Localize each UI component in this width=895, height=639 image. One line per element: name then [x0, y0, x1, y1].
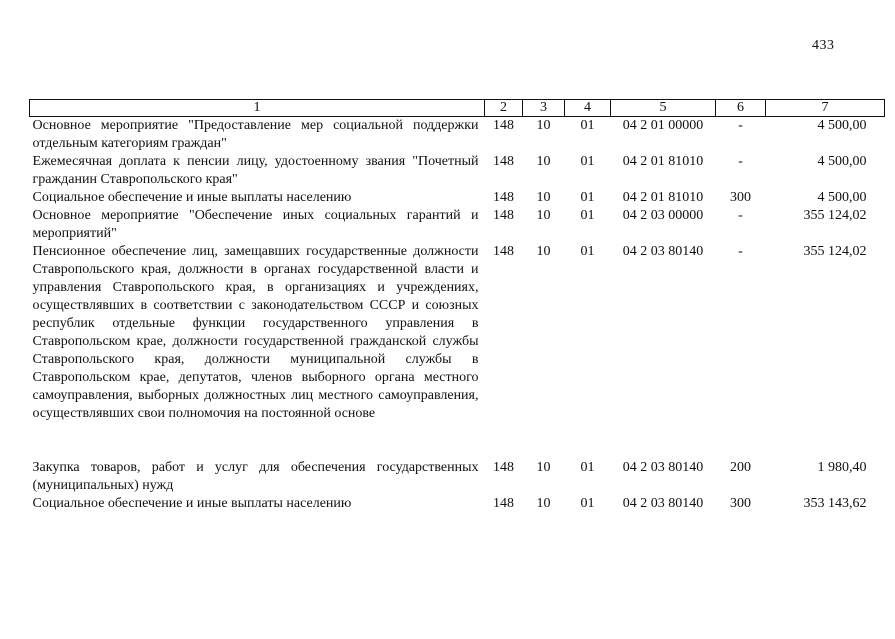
header-col-6: 6: [716, 100, 766, 117]
row-amount: 355 124,02: [803, 244, 867, 259]
row-ministry-code: 148: [493, 244, 514, 259]
row-section-code: 10: [536, 208, 551, 223]
row-amount: 4 500,00: [817, 118, 867, 133]
row-ministry-code: 148: [493, 496, 514, 511]
row-amount: 355 124,02: [803, 208, 867, 223]
header-col-3: 3: [523, 100, 565, 117]
row-target-code: 04 2 03 00000: [622, 208, 704, 223]
row-description: Социальное обеспечение и иные выплаты населению: [32, 496, 352, 511]
row-ministry-code: 148: [493, 118, 514, 133]
row-description: Закупка товаров, работ и услуг для обеспечения государственных (муниципальных) нужд: [32, 460, 479, 493]
row-subsection-code: 01: [580, 496, 595, 511]
table-row: [30, 207, 885, 243]
row-section-code: 10: [536, 496, 551, 511]
table-row: [30, 459, 885, 495]
row-ministry-code: 148: [493, 208, 514, 223]
row-subsection-code: 01: [580, 190, 595, 205]
header-col-5: 5: [611, 100, 716, 117]
row-section-code: 10: [536, 460, 551, 475]
header-col-7: 7: [766, 100, 885, 117]
row-target-code: 04 2 01 81010: [622, 190, 704, 205]
row-description: Пенсионное обеспечение лиц, замещавших государственные должности Ставропольского края, должности в органах государственной власти и управления Ставропольского края, в организациях и учреждениях, осуществлявших в соответствии с законодательством СССР и союзных республик отдельные функции государственного управления в Ставропольском крае, должности государственной гражданской службы Ставропольского края, должности муниципальной службы в Ставропольском крае, депутатов, членов выборного органа местного самоуправления, выборных должностных лиц местного самоуправления, осуществлявших свои полномочия на постоянной основе: [32, 244, 479, 421]
header-col-1: 1: [30, 100, 485, 117]
row-subsection-code: 01: [580, 244, 595, 259]
row-expense-type: -: [738, 244, 743, 259]
row-expense-type: -: [738, 154, 743, 169]
row-subsection-code: 01: [580, 460, 595, 475]
header-col-4: 4: [565, 100, 611, 117]
table-row: [30, 117, 885, 154]
row-section-code: 10: [536, 244, 551, 259]
row-expense-type: 200: [730, 460, 751, 475]
row-amount: 353 143,62: [803, 496, 867, 511]
row-section-code: 10: [536, 154, 551, 169]
row-subsection-code: 01: [580, 118, 595, 133]
page-number: 433: [812, 38, 835, 53]
row-target-code: 04 2 01 81010: [622, 154, 704, 169]
row-description: Основное мероприятие "Обеспечение иных социальных гарантий и мероприятий": [32, 208, 479, 241]
header-row: [30, 100, 885, 117]
table-row: [30, 495, 885, 513]
row-amount: 4 500,00: [817, 154, 867, 169]
row-description: Социальное обеспечение и иные выплаты населению: [32, 190, 352, 205]
table-row: [30, 189, 885, 207]
row-expense-type: -: [738, 208, 743, 223]
row-ministry-code: 148: [493, 190, 514, 205]
spacer-row: [30, 423, 885, 459]
row-section-code: 10: [536, 118, 551, 133]
row-amount: 4 500,00: [817, 190, 867, 205]
row-ministry-code: 148: [493, 154, 514, 169]
row-target-code: 04 2 03 80140: [622, 460, 704, 475]
row-subsection-code: 01: [580, 154, 595, 169]
budget-table: [29, 99, 885, 513]
row-description: Ежемесячная доплата к пенсии лицу, удостоенному звания "Почетный гражданин Ставропольского края": [32, 154, 479, 187]
row-description: Основное мероприятие "Предоставление мер социальной поддержки отдельным категориям граждан": [32, 118, 479, 151]
table-row: [30, 153, 885, 189]
row-ministry-code: 148: [493, 460, 514, 475]
row-target-code: 04 2 03 80140: [622, 496, 704, 511]
row-section-code: 10: [536, 190, 551, 205]
row-target-code: 04 2 03 80140: [622, 244, 704, 259]
row-subsection-code: 01: [580, 208, 595, 223]
row-expense-type: 300: [730, 496, 751, 511]
row-expense-type: -: [738, 118, 743, 133]
row-expense-type: 300: [730, 190, 751, 205]
header-col-2: 2: [485, 100, 523, 117]
row-amount: 1 980,40: [817, 460, 867, 475]
spacer-cell: [30, 423, 885, 459]
row-target-code: 04 2 01 00000: [622, 118, 704, 133]
table-row: [30, 243, 885, 423]
